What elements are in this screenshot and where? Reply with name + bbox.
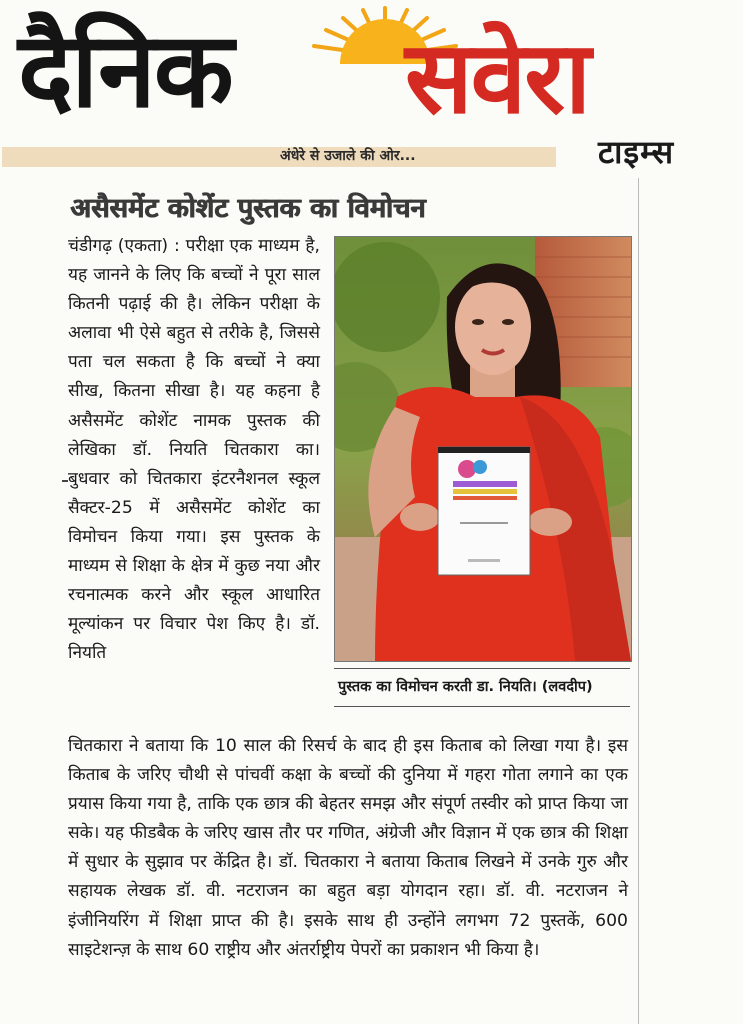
article-photo [334,236,632,662]
tagline-band [2,147,556,167]
article-body-wide [68,732,628,965]
photo-caption: पुस्तक का विमोचन करती डा. नियति। (लवदीप) [338,679,593,695]
column-divider [638,178,639,1024]
brand-subtitle: टाइम्स [598,133,675,171]
article-headline: असैसमेंट कोशेंट पुस्तक का विमोचन [70,193,426,224]
article-paragraph: चंडीगढ़ (एकता) : परीक्षा एक माध्यम है, यह जानने के लिए कि बच्चों ने पूरा साल कितनी पढ़ाई की है। लेकिन परीक्षा के अलावा भी ऐसे बहुत से तरीके है, जिससे पता चल सकता है कि बच्चों ने क्या सीख, कितना सीखा है। यह कहना है असैसमेंट कोशेंट नामक पुस्तक की लेखिका डॉ. नियति चितकारा का। बुधवार को चितकारा इंटरनैशनल स्कूल सैक्टर-25 में असैसमेंट कोशेंट का विमोचन किया गया। इस पुस्तक के माध्यम से शिक्षा के क्षेत्र में कुछ नया और रचनात्मक करने और स्कूल आधारित मूल्यांकन पर विचार पेश किए है। डॉ. नियति [68,236,320,664]
brand-name-red: सवेरा [405,19,589,136]
margin-mark [62,480,68,482]
author-photo-illustration [335,237,631,661]
brand-name-black: दैनिक [18,9,232,131]
article-paragraph: चितकारा ने बताया कि 10 साल की रिसर्च के बाद ही इस किताब को लिखा गया है। इस किताब के जरिए चौथी से पांचवीं कक्षा के बच्चों की दुनिया में गहरा गोता लगाने का एक प्रयास किया गया है, ताकि एक छात्र की बेहतर समझ और संपूर्ण तस्वीर को प्राप्त किया जा सके। यह फीडबैक के जरिए खास तौर पर गणित, अंग्रेजी और विज्ञान में एक छात्र की शिक्षा में सुधार के सुझाव पर केंद्रित है। डॉ. चितकारा ने बताया किताब लिखने में उनके गुरु और सहायक लेखक डॉ. वी. नटराजन का बहुत बड़ा योगदान रहा। डॉ. वी. नटराजन ने इंजीनियरिंग में शिक्षा प्राप्त की है। इसके साथ ही उन्होंने लगभग 72 पुस्तकें, 600 साइटेशन्ज़ के साथ 60 राष्ट्रीय और अंतर्राष्ट्रीय पेपरों का प्रकाशन भी किया है। [68,736,628,960]
caption-rule-bottom [334,706,630,707]
article-body-column [68,232,320,668]
masthead [0,0,743,175]
tagline: अंधेरे से उजाले की ओर... [280,148,416,164]
caption-rule-top [334,668,630,669]
